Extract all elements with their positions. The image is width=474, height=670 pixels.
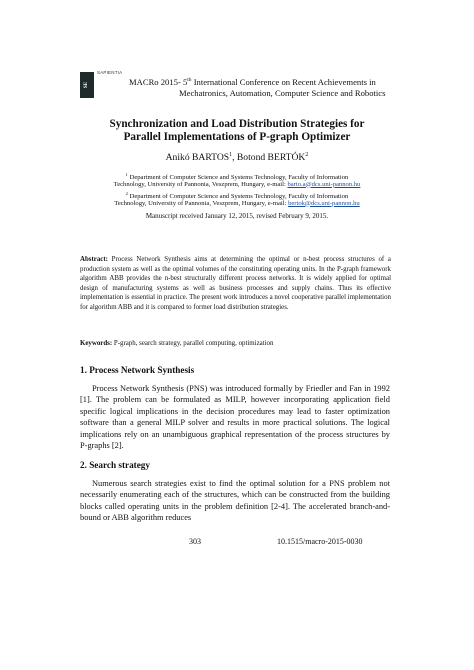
doi: 10.1515/macro-2015-0030 — [277, 537, 363, 546]
email-link-1[interactable]: barto.a@dcs.uni-pannon.hu — [287, 180, 361, 188]
abstract-text: Process Network Synthesis aims at determining the optimal or n-best process structures of a production system as well as the optimal volumes of the constituting operating units. In the P-graph framework algorithm ABB provides the n-best structurally different process networks. It is widely applied for optimal design of manufacturing systems as well as business processes and supply chains. Thus its effective implementation is essential in practice. The present work introduces a novel cooperative parallel implementation for algorithm ABB and it is compared to former load distribution strategies. — [80, 256, 391, 311]
abstract — [80, 255, 391, 312]
sapientia-logo — [80, 72, 94, 98]
logo-text: SE — [84, 81, 89, 89]
paper-title-line-1: Synchronization and Load Distribution Strategies for — [109, 118, 365, 130]
email-link-2[interactable]: bertok@dcs.uni-pannon.hu — [288, 199, 360, 207]
authors: Anikó BARTOS$^1$, Botond BERTÓK$^2$ — [165, 152, 309, 164]
keywords — [80, 340, 391, 347]
affiliation-2-line-2: Technology, University of Pannonia, Veszprem, Hungary, e-mail: bertok@dcs.uni-pannon.hu — [114, 199, 360, 207]
paper-title-line-2: Parallel Implementations of P-graph Optimizer — [123, 131, 351, 143]
keywords-text: P-graph, search strategy, parallel computing, optimization — [112, 340, 274, 347]
affiliation-1-line-1: $^1$ Department of Computer Science and Systems Technology, Faculty of Information — [125, 172, 349, 182]
keywords-label: Keywords: — [80, 340, 113, 347]
conference-line-2: Mechatronics, Automation, Computer Science and Robotics — [179, 88, 386, 98]
logo-caption: SAPIENTIA — [97, 70, 123, 75]
section-1-heading: 1. Process Network Synthesis — [80, 365, 195, 375]
page-number: 303 — [189, 537, 201, 546]
abstract-label: Abstract: — [80, 256, 108, 263]
manuscript-dates: Manuscript received January 12, 2015, revised February 9, 2015. — [145, 212, 329, 220]
section-1-body: Process Network Synthesis (PNS) was introduced formally by Friedler and Fan in 1992 [1]. The problem can be formulated as MILP, however incorporating application field specific logical implications in the decision procedures may lead to faster optimization software than a general MILP solver and results in more practical solutions. The logical implications rely on an unambiguous graphical representation of the process structures by P-graphs [2]. — [80, 384, 390, 451]
affiliation-1-line-2: Technology, University of Pannonia, Veszprem, Hungary, e-mail: barto.a@dcs.uni-pannon.hu — [113, 180, 361, 188]
section-2-body: Numerous search strategies exist to find the optimal solution for a PNS problem not necessarily enumerating each of the structures, which can be constructed from the building blocks called operating units in the problem definition [2-4]. The accelerated branch-and-bound or ABB algorithm reduces — [80, 479, 390, 523]
conference-line-1: MACRo 2015- 5th International Conference on Recent Achievements in — [129, 77, 376, 87]
affiliation-2-line-1: $^2$ Department of Computer Science and Systems Technology, Faculty of Information — [125, 191, 349, 201]
section-2-heading: 2. Search strategy — [80, 460, 150, 470]
